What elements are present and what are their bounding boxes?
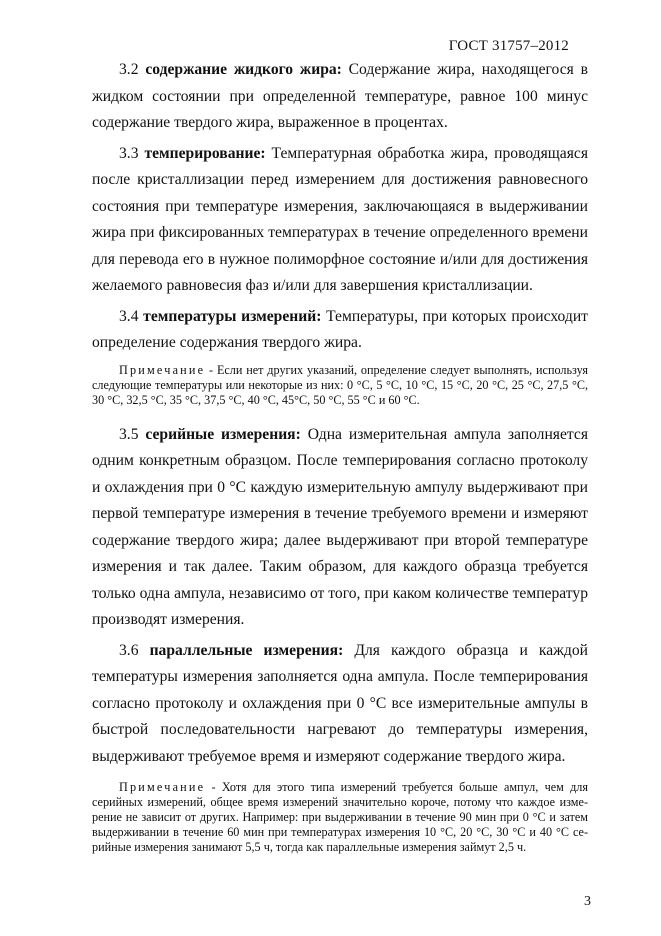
section-3-2 <box>92 57 588 137</box>
section-number: 3.3 <box>119 144 139 162</box>
section-term: параллельные измерения: <box>149 641 344 659</box>
note-temperatures <box>92 363 588 408</box>
section-text: Температурная обработка жира, проводящаяся после кристаллизации перед измерением для достижения равновесного состояния при температуре измерения, заключающаяся в выдерживании жира при фиксированных температурах в течение определенного времени для перевода его в нужное полиморфное состояние и/или для достижения желаемого равновесия фаз и/или для завершения кристаллизации. <box>92 144 588 294</box>
section-number: 3.5 <box>119 425 139 443</box>
note-label: Примечание <box>119 780 206 794</box>
section-number: 3.4 <box>119 307 139 325</box>
section-term: серийные измерения: <box>145 425 301 443</box>
section-term: температуры измерений: <box>143 307 322 325</box>
document-body <box>92 57 588 855</box>
note-text: - Если нет других указаний, определение следует выполнять, используя следующие температуры или некоторые из них: 0 °С, 5 °С, 10 °С, 15 °С, 20 °С, 25 °С, 27,5 °С, 30 °С, 32,5 °С, 35 °С, 37,5 °С, 40 °С, 45°С, 50 °С, 55 °С и 60 °С. <box>92 362 588 407</box>
note-label: Примечание <box>119 362 206 377</box>
section-number: 3.2 <box>119 61 139 78</box>
section-text: Содержание жира, находящегося в жидком состоянии при определенной температуре, равное 100 минус содержание твердого жира, выраженное в процентах. <box>92 61 588 131</box>
page-number: 3 <box>584 894 591 909</box>
section-3-6 <box>92 638 588 771</box>
section-text: Для каждого образца и каждой температуры измерения заполняется одна ампула. После темперирования согласно протоколу и охлаждения при 0 °С все измерительные ампулы в быстрой последовательности нагревают до температуры измерения, выдерживают требуемое время и измеряют содержание твердого жира. <box>92 641 588 765</box>
section-term: содержание жидкого жира: <box>145 61 342 78</box>
section-3-3 <box>92 141 588 300</box>
document-header: ГОСТ 31757–2012 <box>448 38 569 54</box>
section-3-4 <box>92 304 588 357</box>
section-number: 3.6 <box>119 641 139 659</box>
section-3-5 <box>92 422 588 634</box>
section-text: Температуры, при которых происходит определение содержания твердого жира. <box>92 307 588 351</box>
note-text: - Хотя для этого типа измерений требуется больше ампул, чем для серийных измерений, общее время измерений значительно короче, потому что каждое измерение не зависит от других. Например: при выдерживании в течение 90 мин при 0 °С и затем выдерживании в течение 60 мин при температурах измерения 10 °С, 20 °С, 30 °С и 40 °С серийные измерения занимают 5,5 ч, тогда как параллельные измерения займут 2,5 ч. <box>92 780 588 854</box>
note-parallel-measurements <box>92 780 588 855</box>
section-text: Одна измерительная ампула заполняется одним конкретным образцом. После темперирования согласно протоколу и охлаждения при 0 °С каждую измерительную ампулу выдерживают при первой температуре измерения в течение требуемого времени и измеряют содержание твердого жира; далее выдерживают при второй температуре измерения и так далее. Таким образом, для каждого образца требуется только одна ампула, независимо от того, при каком количестве температур производят измерения. <box>92 425 588 628</box>
section-term: темперирование: <box>144 144 266 162</box>
